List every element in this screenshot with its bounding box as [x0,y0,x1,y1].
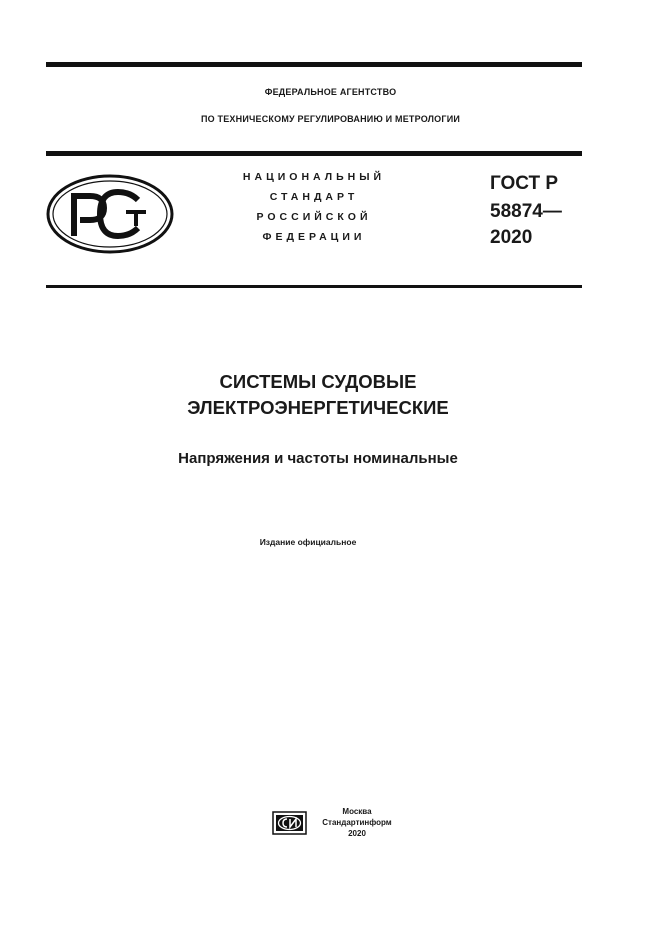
header-rule [46,151,582,156]
document-subtitle: Напряжения и частоты номинальные [178,450,458,467]
document-title-line-1: СИСТЕМЫ СУДОВЫЕ [219,371,417,392]
designation-line-1: ГОСТ Р [490,173,559,194]
section-rule [46,285,582,288]
standard-type-line-2: СТАНДАРТ [269,191,359,203]
designation-line-2: 58874— [490,201,562,222]
edition-note: Издание официальное [259,537,357,547]
standard-type-line-3: РОССИЙСКОЙ [256,211,372,223]
publisher-city: Москва [342,807,372,816]
rst-certification-logo-icon [46,174,174,254]
standard-type-line-4: ФЕДЕРАЦИИ [262,231,366,243]
document-title-line-2: ЭЛЕКТРОЭНЕРГЕТИЧЕСКИЕ [187,397,449,418]
designation-line-3: 2020 [490,227,533,248]
publisher-year: 2020 [348,829,366,838]
standard-type-line-1: НАЦИОНАЛЬНЫЙ [242,171,386,183]
standartinform-logo-icon [272,811,307,835]
publisher-name: Стандартинформ [322,818,392,827]
top-rule [46,62,582,67]
agency-line-2: ПО ТЕХНИЧЕСКОМУ РЕГУЛИРОВАНИЮ И МЕТРОЛОГИИ [200,114,461,124]
agency-line-1: ФЕДЕРАЛЬНОЕ АГЕНТСТВО [264,87,397,97]
